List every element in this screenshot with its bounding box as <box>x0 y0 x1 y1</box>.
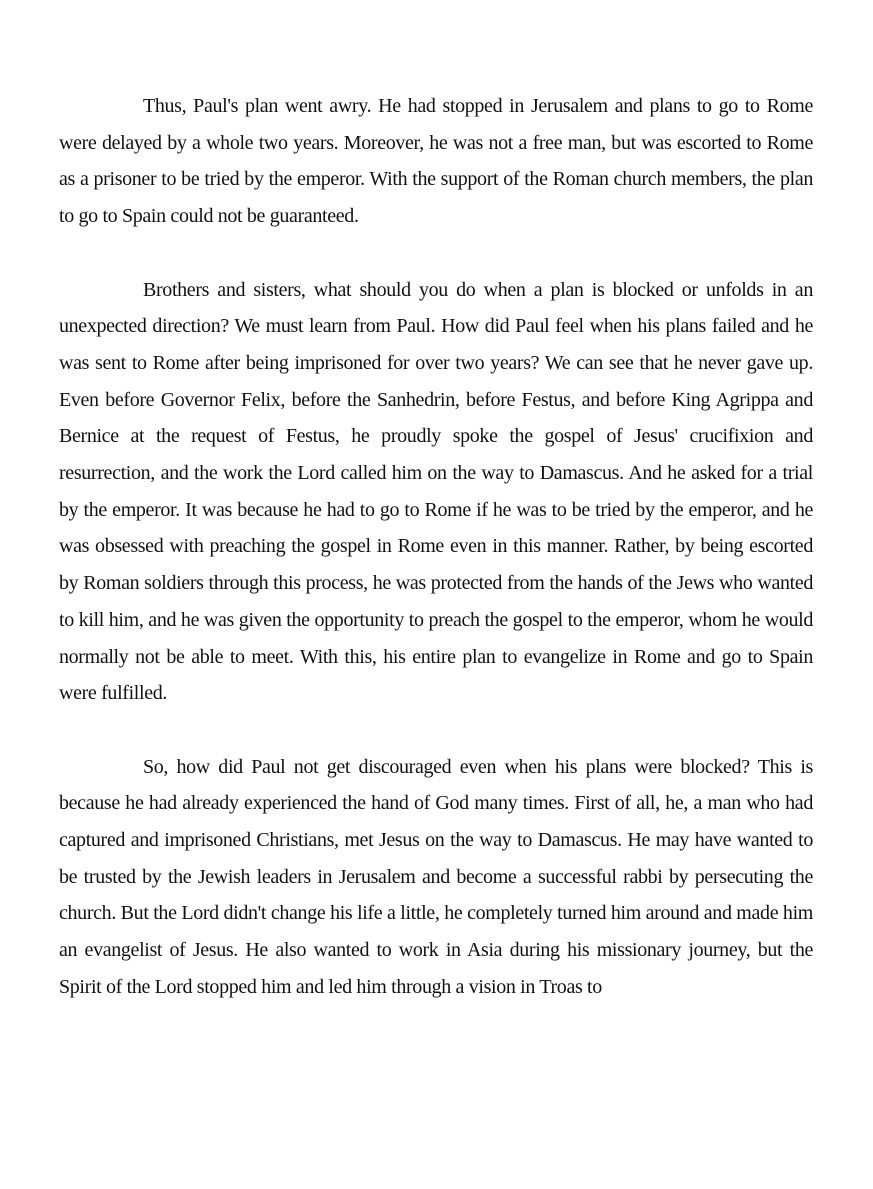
paragraph-1: Thus, Paul's plan went awry. He had stopped in Jerusalem and plans to go to Rome were delayed by a whole two years. Moreover, he was not a free man, but was escorted to Rome as a prisoner to be tried by the emperor. With the support of the Roman church members, the plan to go to Spain could not be guaranteed. <box>59 95 813 228</box>
paragraph-2: Brothers and sisters, what should you do when a plan is blocked or unfolds in an unexpected direction? We must learn from Paul. How did Paul feel when his plans failed and he was sent to Rome after being imprisoned for over two years? We can see that he never gave up. Even before Governor Felix, before the Sanhedrin, before Festus, and before King Agrippa and Bernice at the request of Festus, he proudly spoke the gospel of Jesus' crucifixion and resurrection, and the work the Lord called him on the way to Damascus. And he asked for a trial by the emperor. It was because he had to go to Rome if he was to be tried by the emperor, and he was obsessed with preaching the gospel in Rome even in this manner. Rather, by being escorted by Roman soldiers through this process, he was protected from the hands of the Jews who wanted to kill him, and he was given the opportunity to preach the gospel to the emperor, whom he would normally not be able to meet. With this, his entire plan to evangelize in Rome and go to Spain were fulfilled. <box>59 278 813 705</box>
document-page <box>59 88 813 1042</box>
paragraph-3: So, how did Paul not get discouraged even when his plans were blocked? This is because he had already experienced the hand of God many times. First of all, he, a man who had captured and imprisoned Christians, met Jesus on the way to Damascus. He may have wanted to be trusted by the Jewish leaders in Jerusalem and become a successful rabbi by persecuting the church. But the Lord didn't change his life a little, he completely turned him around and made him an evangelist of Jesus. He also wanted to work in Asia during his missionary journey, but the Spirit of the Lord stopped him and led him through a vision in Troas to <box>59 755 813 998</box>
